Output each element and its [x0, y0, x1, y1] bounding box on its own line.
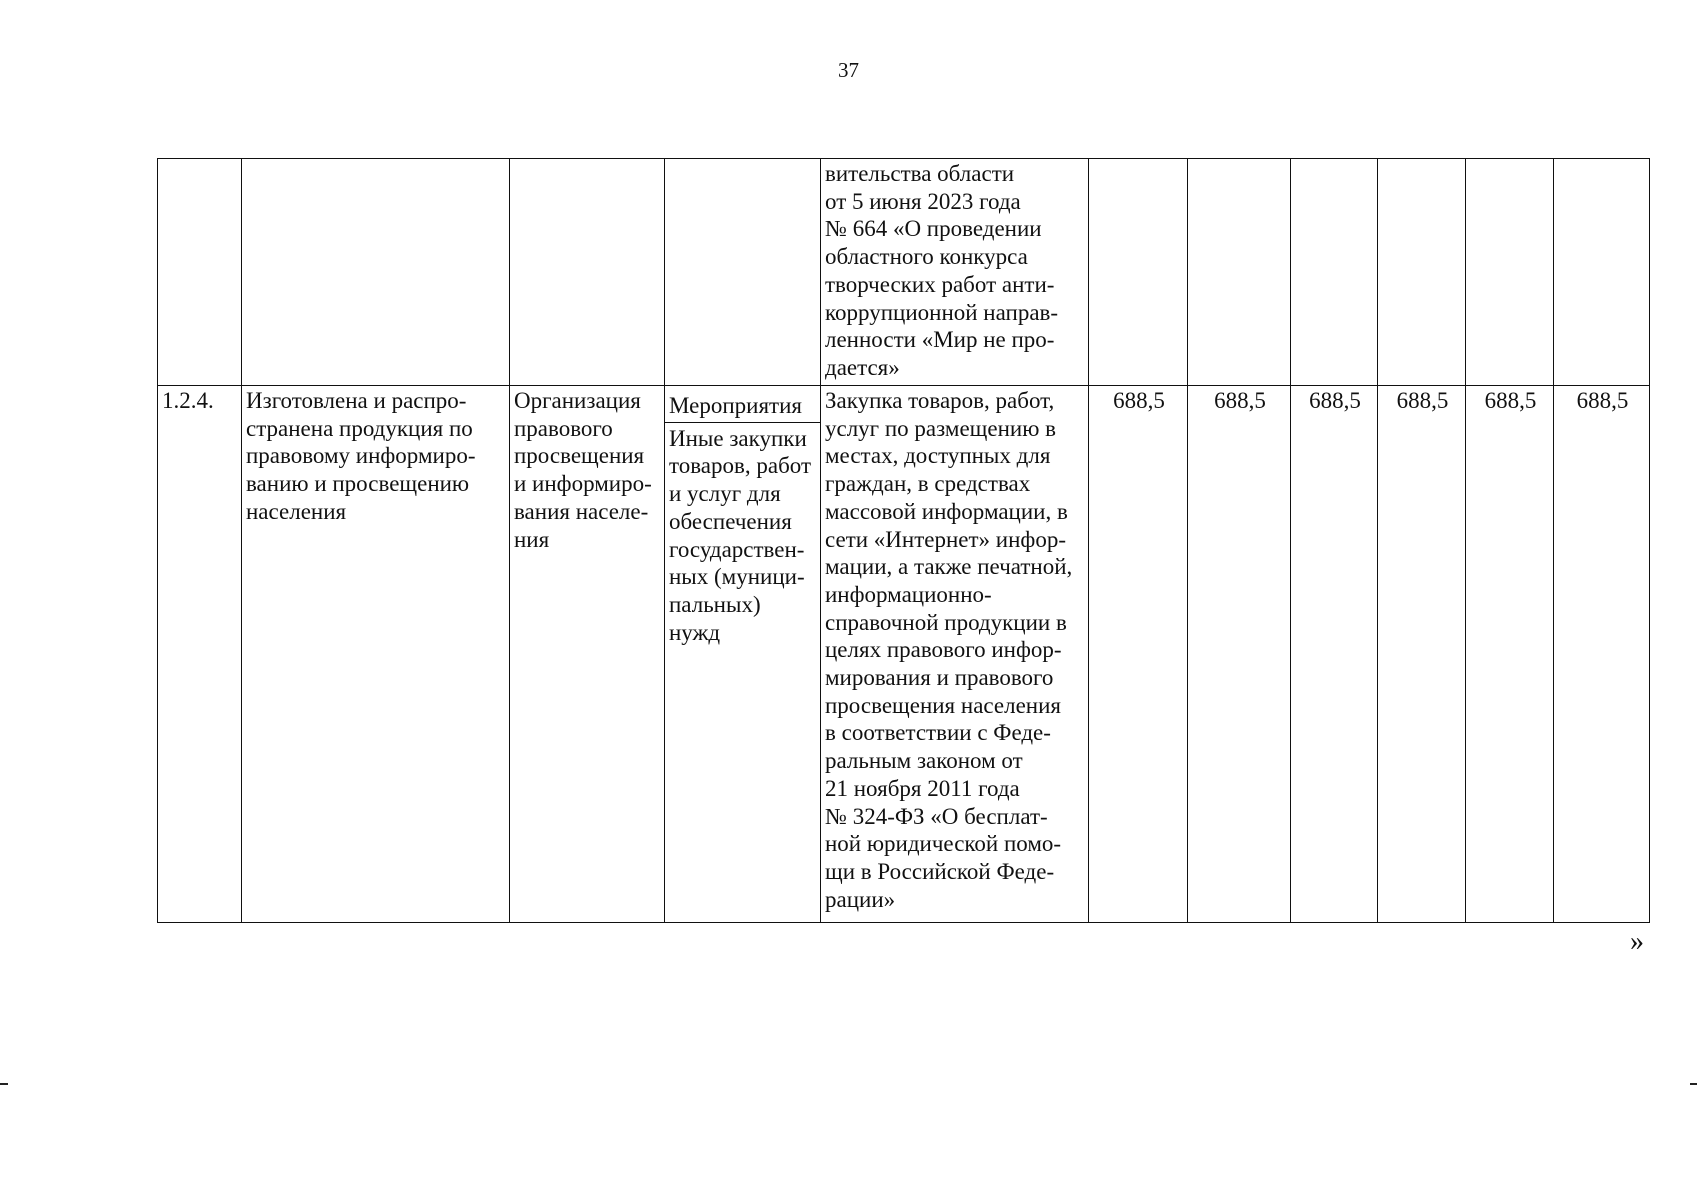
value-cell: 688,5: [1188, 386, 1291, 923]
value-cell: 688,5: [1089, 386, 1188, 923]
event-detail: Иные закупки товаров, работ и услуг для обеспечения государствен- ных (муници- пальных) нужд: [669, 425, 812, 645]
program-table: [157, 158, 1650, 923]
value-cell: [1188, 159, 1291, 386]
event-cell: [665, 159, 821, 386]
value-cell: [1466, 159, 1554, 386]
description-cell: вительства области от 5 июня 2023 года № 664 «О проведении областного конкурса творческих работ анти- коррупционной направ- ленности «Мир не про- дается»: [821, 159, 1089, 386]
edge-mark: [1690, 1083, 1697, 1085]
activity-cell: [510, 159, 665, 386]
value-cell: [1378, 159, 1466, 386]
table-row: [158, 159, 1650, 386]
edge-mark: [0, 1083, 8, 1085]
event-type: Мероприятия: [665, 386, 820, 423]
table-row: [158, 386, 1650, 923]
value-cell: 688,5: [1378, 386, 1466, 923]
description-cell: Закупка товаров, работ, услуг по размещению в местах, доступных для граждан, в средствах массовой информации, в сети «Интернет» инфор- мации, а также печатной, информационно- справочной продукции в целях правового инфор- мирования и правового просвещения населения в соответствии с Феде- ральным законом от 21 ноября 2011 года № 324-ФЗ «О бесплат- ной юридической помо- щи в Российской Феде- рации»: [821, 386, 1089, 923]
result-cell: [242, 159, 510, 386]
closing-quote: »: [1630, 926, 1644, 957]
value-cell: [1291, 159, 1378, 386]
value-cell: 688,5: [1554, 386, 1650, 923]
activity-cell: Организация правового просвещения и информиро- вания населе- ния: [510, 386, 665, 923]
value-cell: 688,5: [1291, 386, 1378, 923]
code-cell: 1.2.4.: [158, 386, 242, 923]
page-number: 37: [838, 58, 859, 82]
code-cell: [158, 159, 242, 386]
value-cell: [1554, 159, 1650, 386]
event-cell: [665, 386, 821, 923]
value-cell: 688,5: [1466, 386, 1554, 923]
value-cell: [1089, 159, 1188, 386]
result-cell: Изготовлена и распро- странена продукция по правовому информиро- ванию и просвещению населения: [242, 386, 510, 923]
